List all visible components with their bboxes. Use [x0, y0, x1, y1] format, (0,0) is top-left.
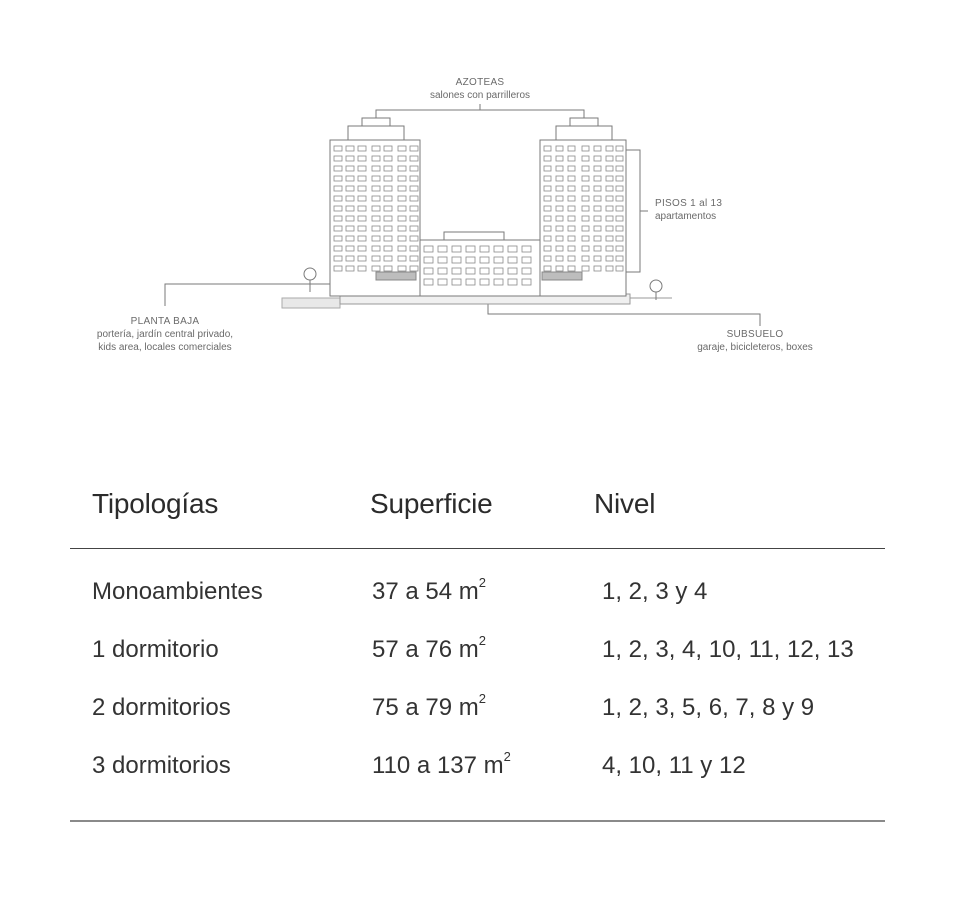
header-superficie: Superficie [370, 488, 493, 519]
row-tipologia: 3 dormitorios [92, 752, 231, 779]
superficie-value: 75 a 79 [372, 694, 453, 721]
azoteas-bracket [376, 110, 584, 118]
planta-baja-title: PLANTA BAJA [130, 316, 200, 327]
superficie-unit-exponent: 2 [478, 633, 486, 648]
row-nivel: 1, 2, 3, 5, 6, 7, 8 y 9 [602, 694, 815, 721]
pisos-label [655, 197, 765, 223]
superficie-value: 37 a 54 [372, 578, 453, 605]
subsuelo-title: SUBSUELO [726, 329, 784, 340]
azoteas-title: AZOTEAS [455, 77, 505, 88]
row-superficie [372, 749, 511, 780]
pisos-subtitle: apartamentos [655, 211, 717, 222]
pisos-bracket [626, 150, 640, 272]
superficie-unit-exponent: 2 [478, 691, 486, 706]
row-superficie [372, 633, 486, 664]
row-nivel: 1, 2, 3, 4, 10, 11, 12, 13 [602, 636, 854, 663]
row-tipologia: 1 dormitorio [92, 636, 219, 663]
planta-baja-line2: kids area, locales comerciales [98, 342, 232, 353]
row-nivel: 1, 2, 3 y 4 [602, 578, 708, 605]
subsuelo-subtitle: garaje, bicicleteros, boxes [697, 342, 813, 353]
header-nivel: Nivel [594, 488, 656, 519]
superficie-unit-exponent: 2 [503, 749, 511, 764]
superficie-unit-exponent: 2 [478, 575, 486, 590]
azoteas-label [380, 76, 580, 102]
building-elevation-diagram [0, 0, 964, 380]
superficie-unit: m [458, 578, 479, 605]
row-tipologia: 2 dormitorios [92, 694, 231, 721]
azoteas-subtitle: salones con parrilleros [429, 90, 531, 101]
superficie-value: 110 a 137 [372, 752, 477, 779]
superficie-unit: m [458, 694, 479, 721]
header-divider [70, 548, 885, 549]
row-superficie [372, 691, 486, 722]
superficie-value: 57 a 76 [372, 636, 453, 663]
subsuelo-label [670, 328, 840, 354]
row-tipologia: Monoambientes [92, 578, 263, 605]
planta-baja-label [70, 315, 260, 354]
row-superficie [372, 575, 486, 606]
planta-baja-line1: portería, jardín central privado, [96, 329, 234, 340]
pisos-title: PISOS 1 al 13 [655, 198, 723, 209]
header-tipologias: Tipologías [92, 488, 219, 519]
row-nivel: 4, 10, 11 y 12 [602, 752, 746, 779]
superficie-unit: m [458, 636, 479, 663]
superficie-unit: m [483, 752, 504, 779]
table-bottom-rule [70, 820, 885, 822]
